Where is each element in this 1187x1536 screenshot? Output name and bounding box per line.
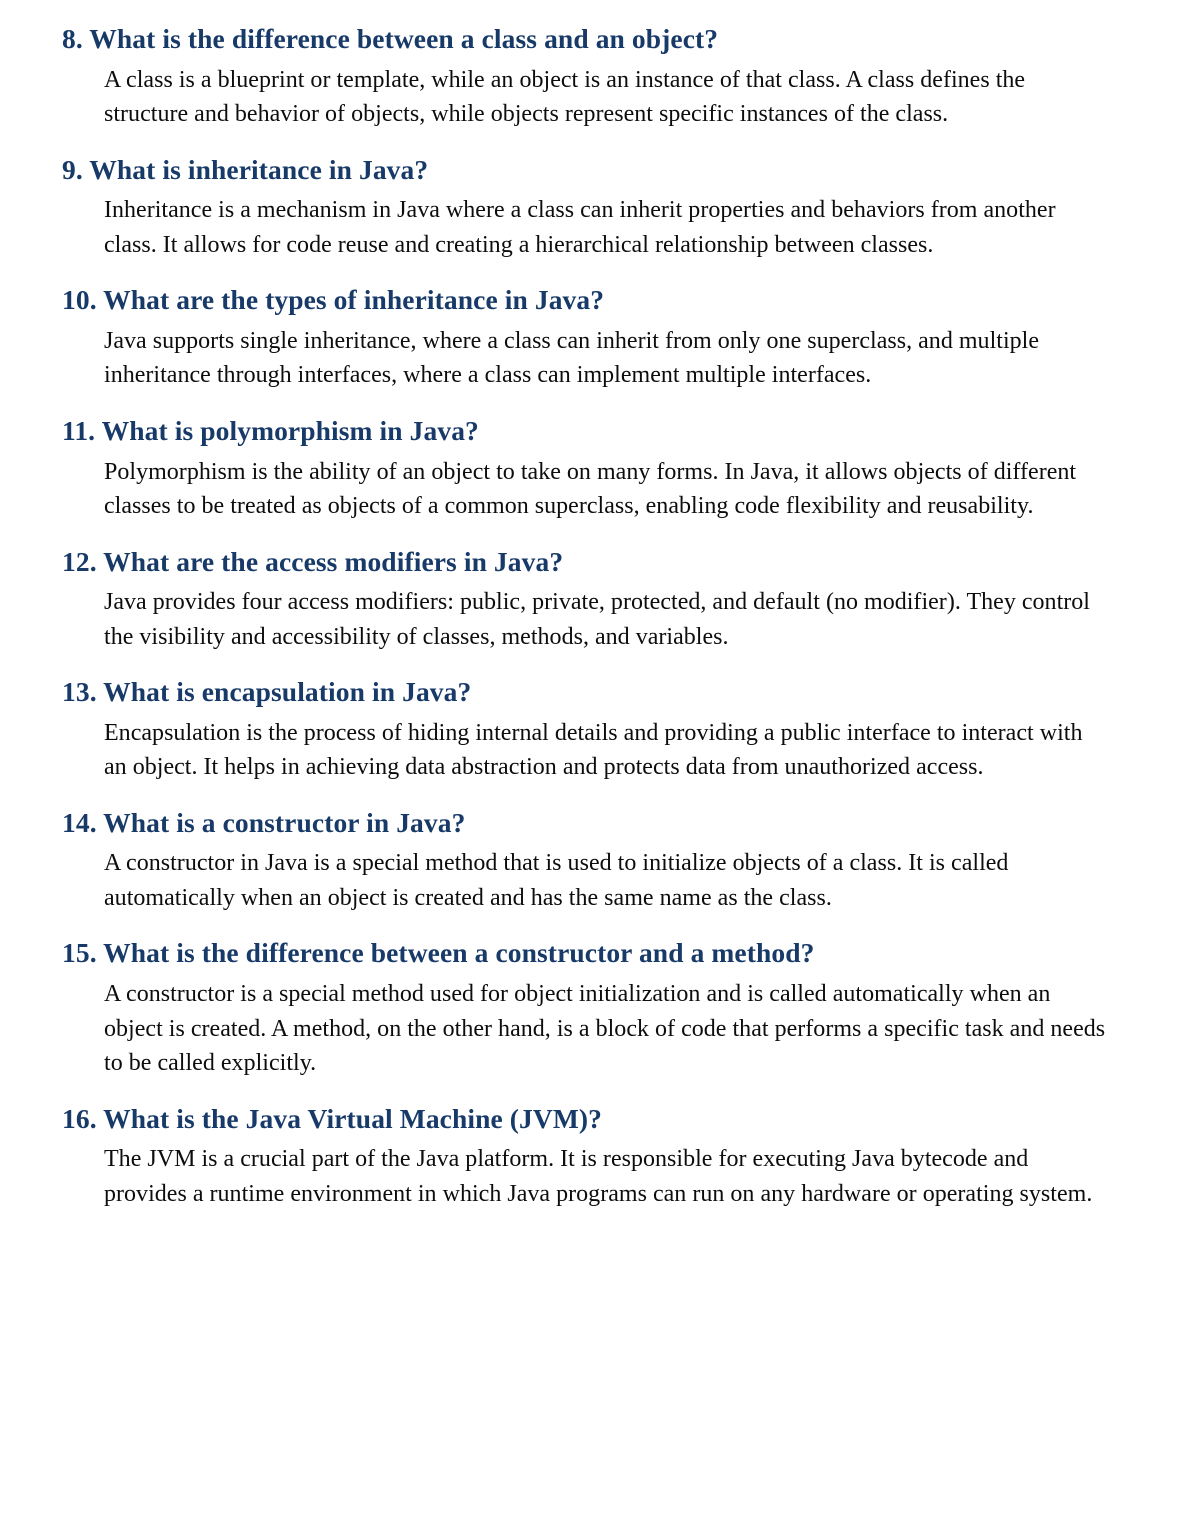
question-heading-14: 14. What is a constructor in Java? — [62, 806, 466, 838]
question-answer-15: A constructor is a special method used for object initialization and is called automatically when an object is created. A method, on the other hand, is a block of code that performs a specific task and needs to be called explicitly. — [104, 981, 1106, 1077]
question-heading-12: 12. What are the access modifiers in Java? — [62, 545, 564, 577]
qa-block-12 — [62, 545, 1125, 655]
qa-block-14 — [62, 806, 1125, 916]
question-heading-9: 9. What is inheritance in Java? — [62, 153, 429, 185]
question-heading-8: 8. What is the difference between a class and an object? — [62, 23, 719, 54]
qa-block-9 — [62, 153, 1125, 263]
question-heading-16: 16. What is the Java Virtual Machine (JVM)? — [62, 1102, 603, 1134]
question-heading-11: 11. What is polymorphism in Java? — [62, 414, 479, 446]
question-heading-15: 15. What is the difference between a constructor and a method? — [62, 937, 815, 969]
question-heading-13: 13. What is encapsulation in Java? — [62, 676, 472, 708]
question-answer-8: A class is a blueprint or template, while an object is an instance of that class. A class defines the structure and behavior of objects, while objects represent specific instances of the class. — [104, 66, 1026, 128]
question-answer-12: Java provides four access modifiers: public, private, protected, and default (no modifier). They control the visibility and accessibility of classes, methods, and variables. — [104, 589, 1090, 650]
qa-block-10 — [62, 283, 1125, 393]
qa-block-11 — [62, 414, 1125, 524]
qa-block-15 — [62, 936, 1125, 1080]
question-answer-11: Polymorphism is the ability of an object to take on many forms. In Java, it allows objects of different classes to be treated as objects of a common superclass, enabling code flexibility and reusability. — [104, 458, 1077, 520]
qa-block-16 — [62, 1102, 1125, 1212]
question-answer-14: A constructor in Java is a special method that is used to initialize objects of a class. It is called automatically when an object is created and has the same name as the class. — [104, 850, 1009, 911]
question-answer-16: The JVM is a crucial part of the Java platform. It is responsible for executing Java bytecode and provides a runtime environment in which Java programs can run on any hardware or operating system. — [104, 1146, 1093, 1207]
question-answer-9: Inheritance is a mechanism in Java where a class can inherit properties and behaviors from another class. It allows for code reuse and creating a hierarchical relationship between classes. — [104, 197, 1056, 258]
qa-block-8 — [62, 22, 1125, 132]
question-answer-13: Encapsulation is the process of hiding internal details and providing a public interface to interact with an object. It helps in achieving data abstraction and protects data from unauthorized access. — [104, 719, 1083, 781]
qa-block-13 — [62, 675, 1125, 785]
question-answer-10: Java supports single inheritance, where a class can inherit from only one superclass, and multiple inheritance through interfaces, where a class can implement multiple interfaces. — [104, 327, 1040, 389]
question-heading-10: 10. What are the types of inheritance in Java? — [62, 284, 605, 316]
